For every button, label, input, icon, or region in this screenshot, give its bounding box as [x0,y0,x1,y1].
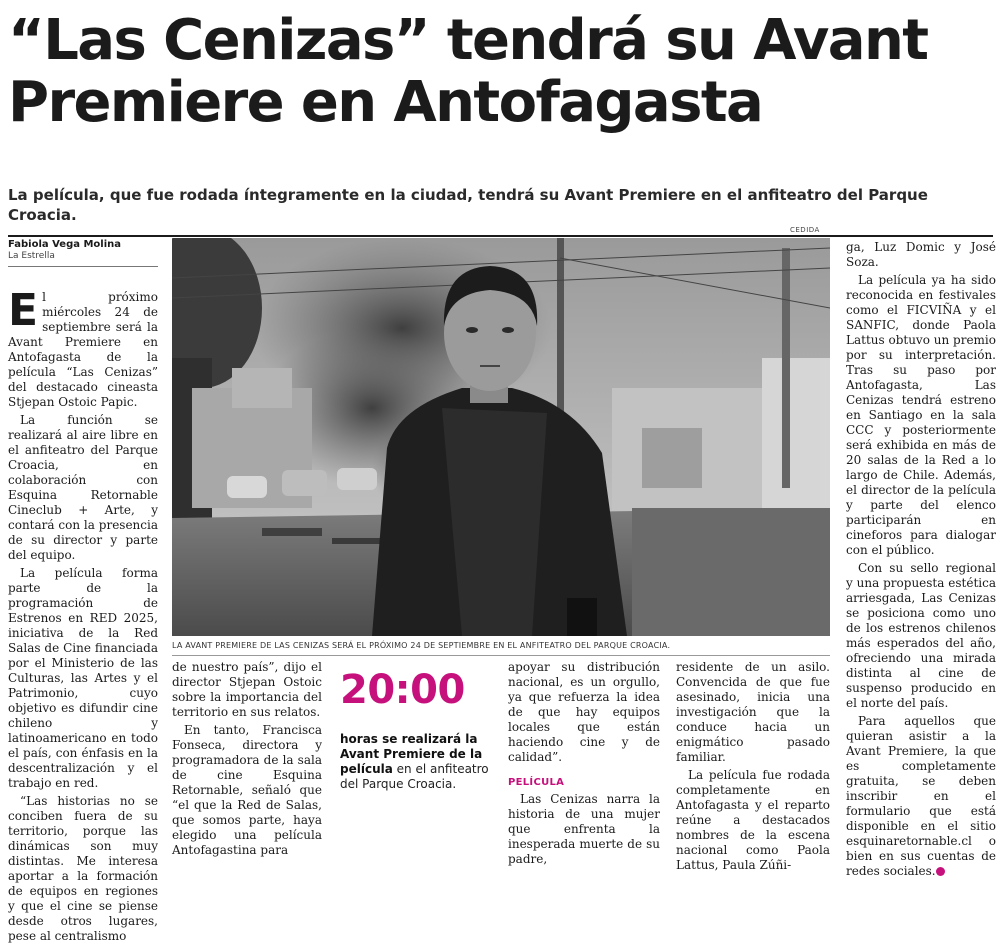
caption-rule [172,655,830,656]
paragraph: apoyar su distribución nacional, es un orgullo, ya que refuerza la idea de que hay equipos locales que están haciendo cine y de calidad”. [508,660,660,764]
article-photo [172,238,830,636]
callout-rest: en el anfiteatro del Parque Croacia. [340,762,489,791]
photo-woman-street-smoke [172,238,830,636]
paragraph: En tanto, Francisca Fonseca, directora y programadora de la sala de cine Esquina Retornable, señaló que “el que la Red de Salas, que somos parte, haya elegido una película Antofagastina para [172,723,322,857]
byline-rule [8,266,158,267]
paragraph: residente de un asilo. Convencida de que fue asesinado, inicia una investigación que la conduce hacia un enigmático pasado familiar. [676,660,830,764]
headline: “Las Cenizas” tendrá su Avant Premiere en Antofagasta [8,8,928,135]
paragraph: ga, Luz Domic y José Soza. [846,240,996,269]
photo-credit: CEDIDA [790,226,820,234]
column-4 [676,660,830,876]
paragraph: La función se realizará al aire libre en el anfiteatro del Parque Croacia, en colaboración con Esquina Retornable Cineclub + Arte, y contará con la presencia de su director y parte del equipo. [8,413,158,562]
paragraph: El próximo miércoles 24 de septiembre será la Avant Premiere en Antofagasta de la película “Las Cenizas” del destacado cineasta Stjepan Ostoic Papic. [8,285,158,409]
paragraph: Las Cenizas narra la historia de una mujer que enfrenta la inesperada muerte de su padre, [508,792,660,866]
byline-author: Fabiola Vega Molina [8,239,122,250]
section-label: PELÍCULA [508,777,565,788]
paragraph: de nuestro país”, dijo el director Stjepan Ostoic sobre la importancia del territorio en sus relatos. [172,660,322,719]
photo-caption: LA AVANT PREMIERE DE LAS CENIZAS SERÁ EL PRÓXIMO 24 DE SEPTIEMBRE EN EL ANFITEATRO DEL PARQUE CROACIA. [172,641,671,650]
end-mark-icon: ✪ [936,867,945,876]
byline-outlet: La Estrella [8,251,55,261]
paragraph: Para aquellos que quieran asistir a la Avant Premiere, la que es completamente gratuita, se deben inscribir en el formulario que está disponible en el sitio esquinaretornable.cl o bien en sus cuentas de redes sociales. ✪ [846,714,996,878]
paragraph: La película fue rodada completamente en Antofagasta y el reparto reúne a destacados nombres de la escena nacional como Paola Lattus, Paula Zúñi- [676,768,830,872]
callout-time: 20:00 [340,667,465,713]
paragraph: “Las historias no se conciben fuera de su territorio, porque las dinámicas son muy distintas. Me interesa aportar a la formación de equipos en regiones y que el cine se piense desde otros lugares, pese al centralismo [8,794,158,943]
column-3 [508,660,660,870]
paragraph: La película ya ha sido reconocida en festivales como el FICVIÑA y el SANFIC, donde Paola Lattus obtuvo un premio por su interpretación. Tras su paso por Antofagasta, Las Cenizas tendrá estreno en Santiago en la sala CCC y posteriormente será exhibida en más de 20 salas de la Red a lo largo de Chile. Además, el director de la película y parte del elenco participarán en cineforos para dialogar con el público. [846,273,996,557]
paragraph: La película forma parte de la programación de Estrenos en RED 2025, iniciativa de la Red Salas de Cine financiada por el Ministerio de las Culturas, las Artes y el Patrimonio, cuyo objetivo es difundir cine chileno y latinoamericano en todo el país, con énfasis en la descentralización y el trabajo en red. [8,566,158,790]
callout-text [340,732,490,792]
header-rule [8,235,993,237]
column-2 [172,660,322,861]
paragraph: Con su sello regional y una propuesta estética arriesgada, Las Cenizas se posiciona como uno de los estrenos chilenos más esperados del año, ofreciendo una mirada distinta al cine de suspenso producido en el norte del país. [846,561,996,710]
column-5 [846,240,996,882]
dropcap: E [8,285,39,336]
deck-subtitle: La película, que fue rodada íntegramente en la ciudad, tendrá su Avant Premiere en el anfiteatro del Parque Croacia. [8,186,928,224]
callout-bold: horas se realizará la Avant Premiere de la película [340,732,483,776]
column-1 [8,285,158,947]
